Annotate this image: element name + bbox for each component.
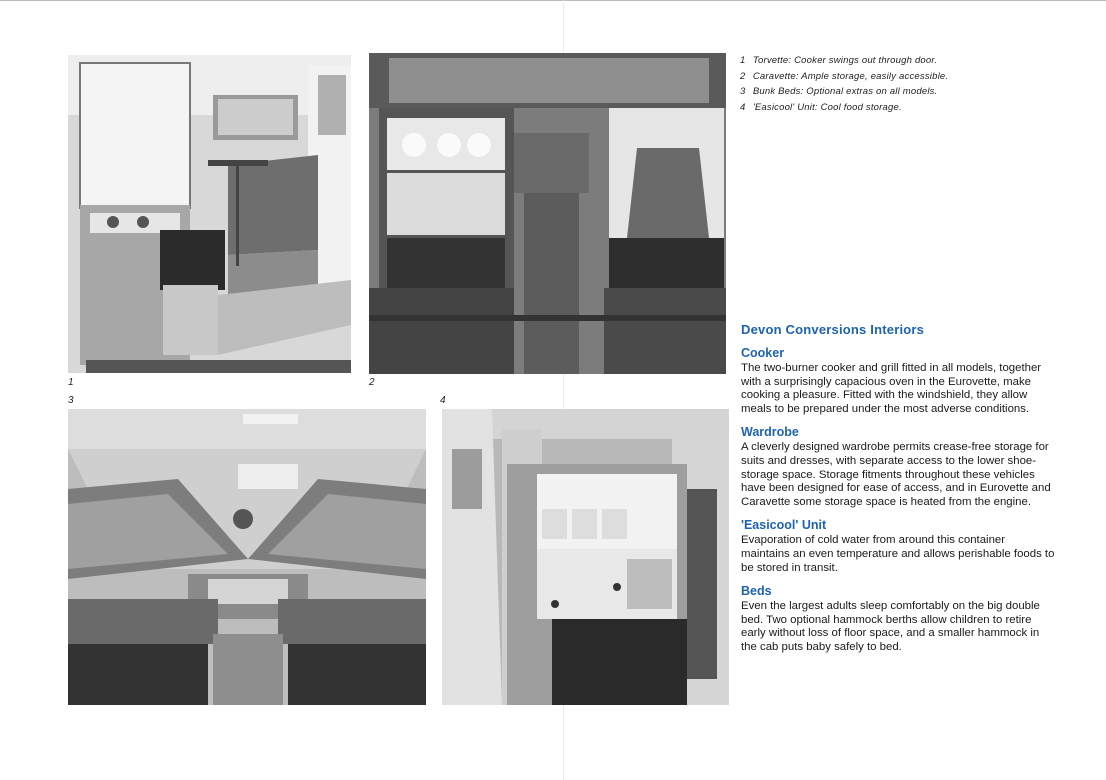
section-heading-cooker: Cooker (741, 346, 785, 360)
caption-number: 3 (740, 86, 746, 97)
section-heading-wardrobe: Wardrobe (741, 425, 799, 440)
photo-number-4: 4 (440, 395, 446, 406)
section-heading-easicool: 'Easicool' Unit (741, 518, 827, 533)
photo-storage (369, 53, 726, 374)
caption-item (740, 69, 990, 85)
photo-number-3: 3 (68, 395, 74, 406)
caption-text: Torvette: Cooker swings out through door. (752, 55, 938, 66)
article-title: Devon Conversions Interiors (741, 322, 925, 337)
section-body-beds: Even the largest adults sleep comfortably on the big double bed. Two optional hammock berths allow children to retire early without loss of floor space, and a smaller hammock in the cab puts baby safely to bed. (741, 600, 1040, 653)
caption-item (740, 53, 990, 69)
photo-cooker (68, 55, 351, 373)
caption-text: 'Easicool' Unit: Cool food storage. (752, 101, 902, 113)
photo-number-1: 1 (68, 377, 74, 388)
article (741, 322, 1056, 664)
section-body-wardrobe: A cleverly designed wardrobe permits crease-free storage for suits and dresses, with separate access to the lower shoe-storage space. Storage fitments throughout these vehicles have been designed for ease of access, and in Eurovette and Caravette some storage space is heated from the engine. (741, 441, 1051, 508)
photo-captions (740, 53, 990, 115)
caption-number: 1 (740, 55, 746, 66)
caption-text: Caravette: Ample storage, easily accessible. (752, 70, 949, 82)
photo-bunk-beds (68, 409, 426, 705)
caption-item (740, 84, 990, 100)
caption-number: 2 (740, 70, 746, 82)
caption-number: 4 (740, 101, 746, 113)
photo-number-2: 2 (369, 377, 375, 388)
page-top-rule (0, 0, 1106, 1)
section-body-easicool: Evaporation of cold water from around this container maintains an even temperature and allows perishable foods to be stored in transit. (741, 534, 1055, 574)
section-heading-beds: Beds (741, 584, 772, 599)
caption-item (740, 100, 990, 116)
photo-easicool (442, 409, 729, 705)
caption-text: Bunk Beds: Optional extras on all models. (752, 86, 938, 97)
section-body-cooker: The two-burner cooker and grill fitted in all models, together with a surprisingly capacious oven in the Eurovette, make cooking a pleasure. Fitted with the windshield, they allow meals to be prepared under the most adverse conditions. (741, 362, 1042, 415)
